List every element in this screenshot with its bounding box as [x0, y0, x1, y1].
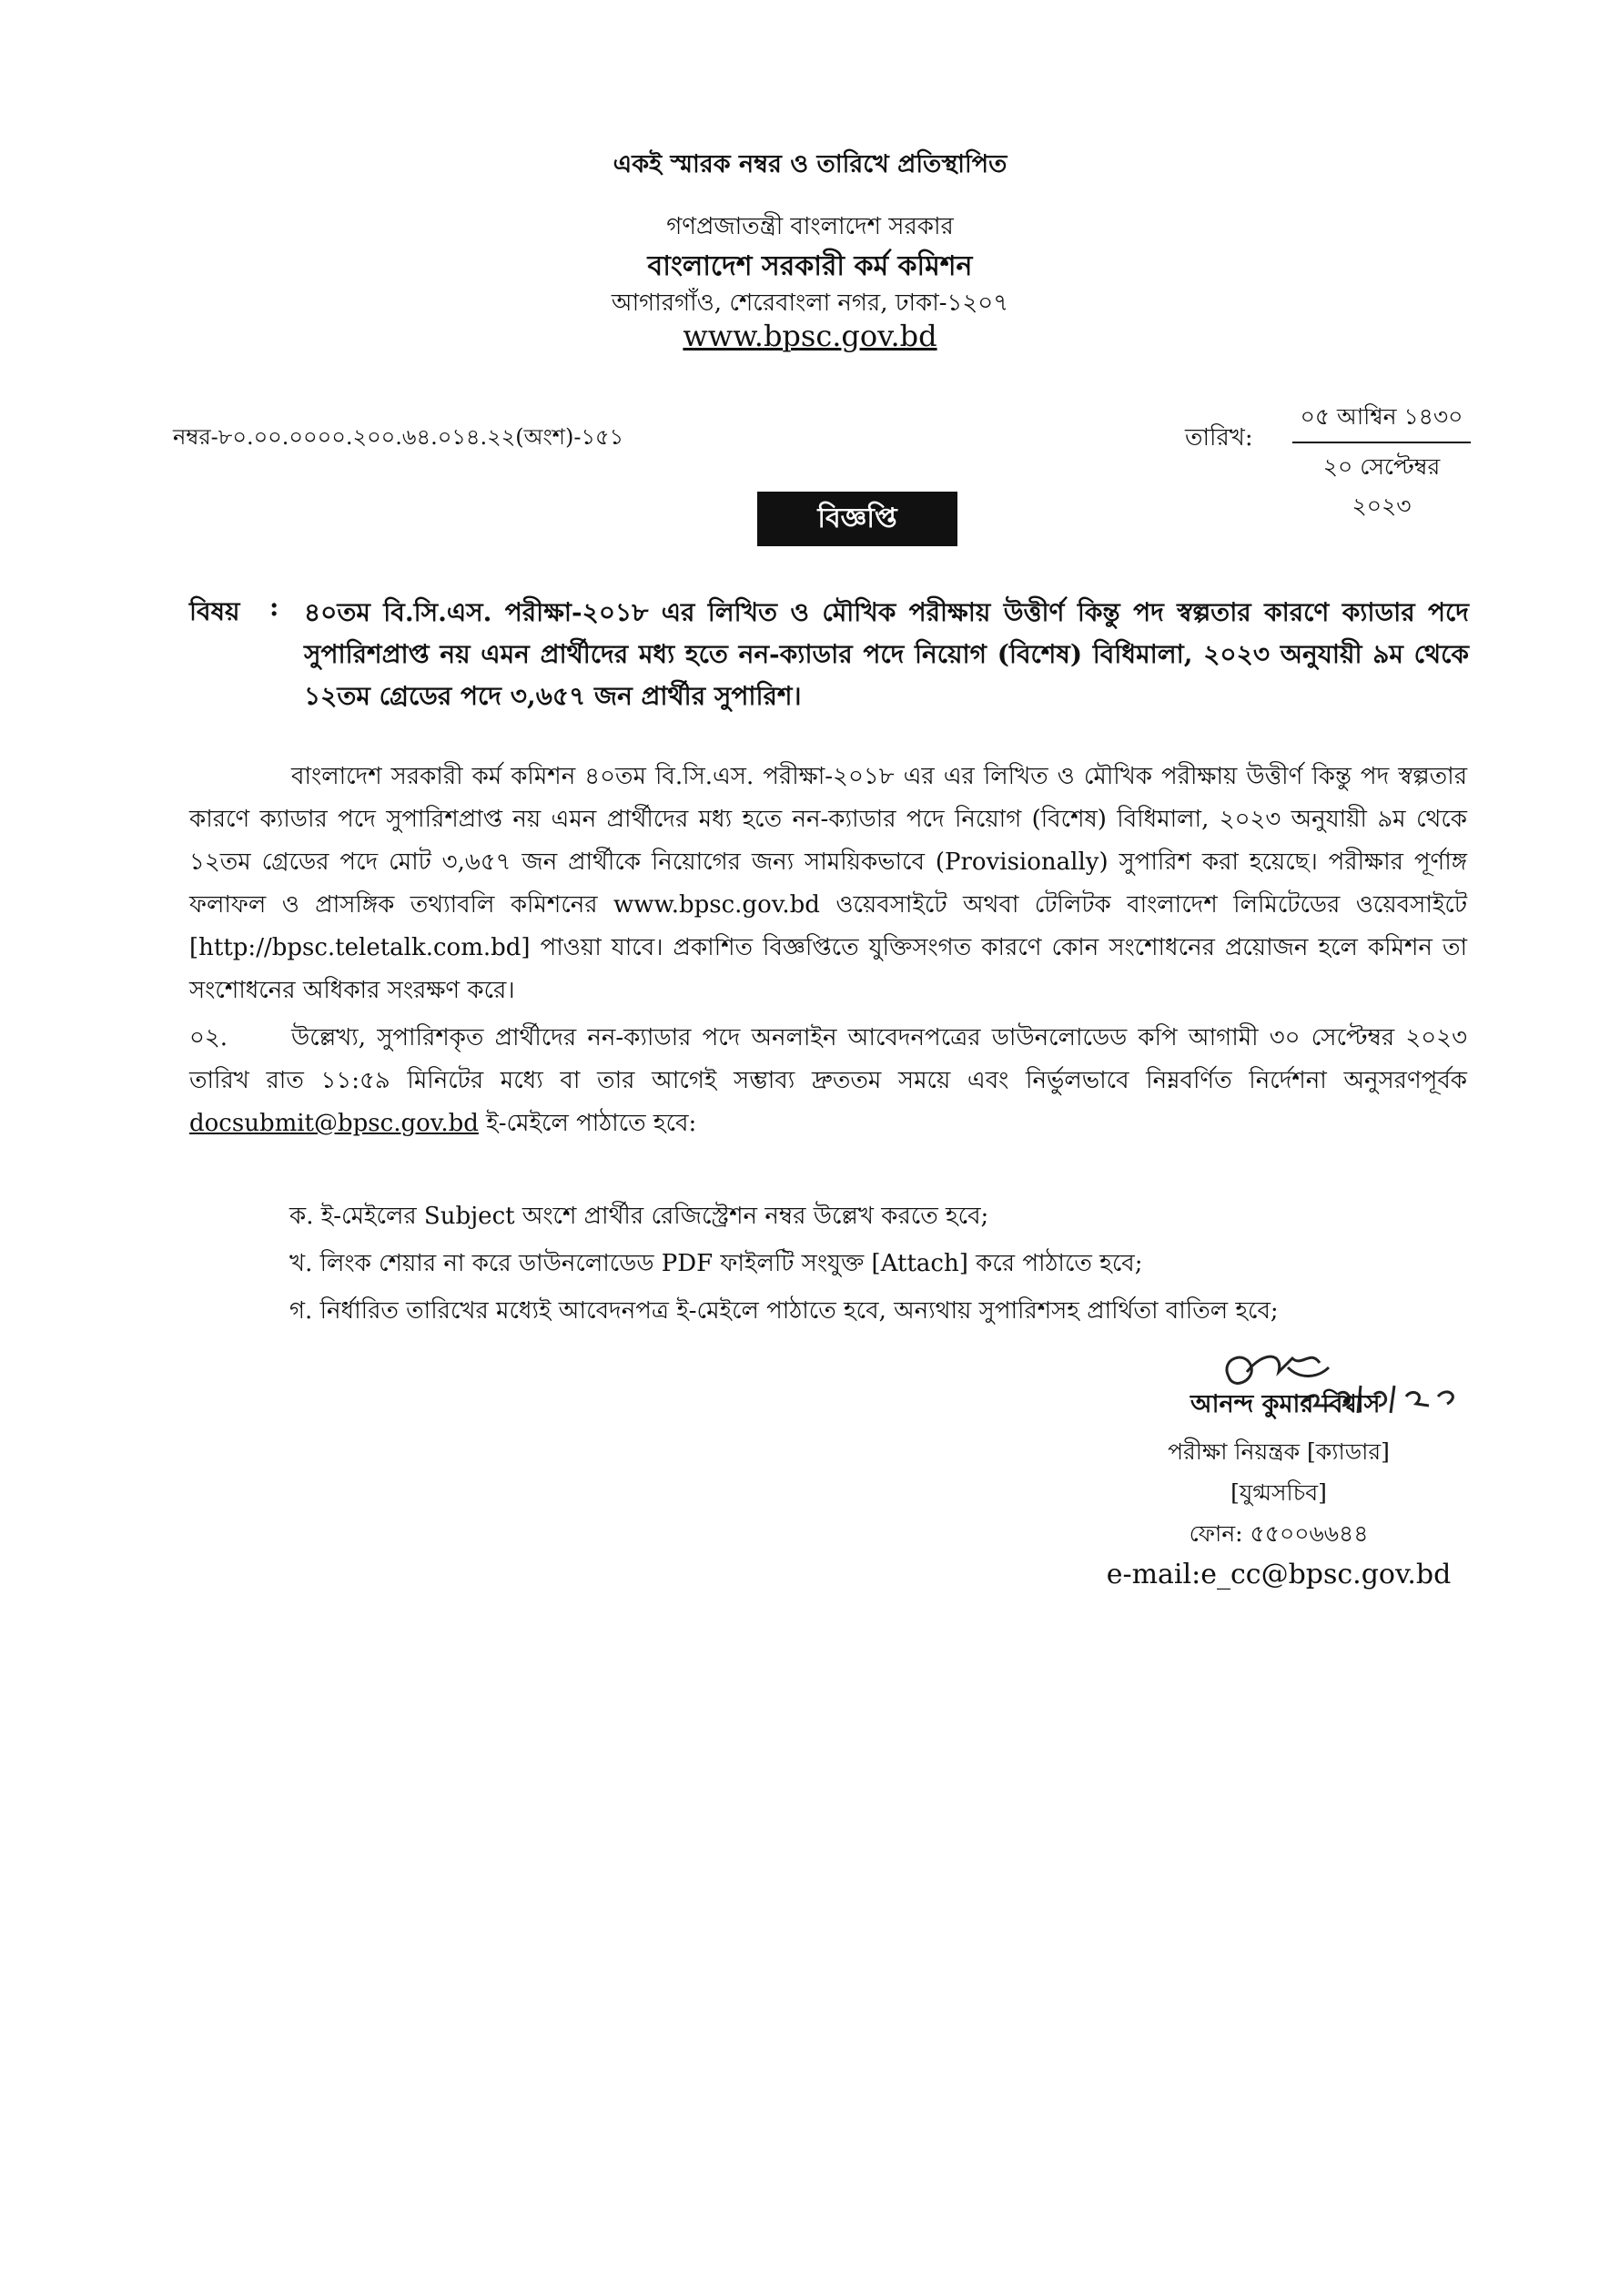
- replaced-note: একই স্মারক নম্বর ও তারিখে প্রতিস্থাপিত: [613, 150, 1007, 178]
- memo-number: নম্বর-৮০.০০.০০০০.২০০.৬৪.০১৪.২২(অংশ)-১৫১: [173, 424, 624, 450]
- date-bangla: ০৫ আশ্বিন ১৪৩০: [1292, 399, 1471, 443]
- commission-website: www.bpsc.gov.bd: [683, 319, 937, 353]
- instruction-item: ক. ই-মেইলের Subject অংশে প্রার্থীর রেজিস্ট্রেশন নম্বর উল্লেখ করতে হবে;: [289, 1203, 989, 1230]
- paragraph-1-part-1: বাংলাদেশ সরকারী কর্ম কমিশন ৪০তম বি.সি.এস. পরীক্ষা-২০১৮ এর এর লিখিত ও মৌখিক পরীক্ষায় উত্তীর্ণ কিন্তু পদ স্বল্পতার কারণে ক্যাডার পদে সুপারিশপ্রাপ্ত নয় এমন প্রার্থীদের মধ্য হতে নন-ক্যাডার পদে নিয়োগ (বিশেষ) বিধিমালা, ২০২৩ অনুযায়ী ৯ম থেকে ১২তম গ্রেডের পদে মোট ৩,৬৫৭ জন প্রার্থীকে নিয়োগের জন্য সাময়িকভাবে (Provisionally) সুপারিশ করা হয়েছে। পরীক্ষার পূর্ণাঙ্গ ফলাফল ও প্রাসঙ্গিক তথ্যাবলি কমিশনের: [189, 763, 1467, 919]
- date-label: তারিখ:: [1185, 424, 1253, 452]
- subject-label: বিষয়: [189, 596, 240, 626]
- instruction-list: [289, 1193, 1473, 1335]
- signatory-title: পরীক্ষা নিয়ন্ত্রক [ক্যাডার]: [1168, 1438, 1390, 1465]
- subject-text: ৪০তম বি.সি.এস. পরীক্ষা-২০১৮ এর লিখিত ও মৌখিক পরীক্ষায় উত্তীর্ণ কিন্তু পদ স্বল্পতার কারণে ক্যাডার পদে সুপারিশপ্রাপ্ত নয় এমন প্রার্থীদের মধ্য হতে নন-ক্যাডার পদে নিয়োগ (বিশেষ) বিধিমালা, ২০২৩ অনুযায়ী ৯ম থেকে ১২তম গ্রেডের পদে ৩,৬৫৭ জন প্রার্থীর সুপারিশ।: [304, 597, 1469, 711]
- signatory-phone: ফোন: ৫৫০০৬৬৪৪: [1189, 1520, 1369, 1547]
- commission-name: বাংলাদেশ সরকারী কর্ম কমিশন: [647, 250, 973, 282]
- signatory-details: [1092, 1431, 1465, 1595]
- paragraph-2-part-2: ই-মেইলে পাঠাতে হবে:: [478, 1110, 697, 1137]
- signatory-rank: [যুগ্মসচিব]: [1230, 1479, 1327, 1506]
- notice-title: বিজ্ঞপ্তি: [757, 492, 957, 546]
- signatory-name: আনন্দ কুমার বিশ্বাস: [1190, 1390, 1381, 1418]
- paragraph-2: [189, 1017, 1467, 1145]
- paragraph-2-number: ০২.: [189, 1024, 228, 1051]
- signatory-email: e-mail:e_cc@bpsc.gov.bd: [1106, 1559, 1452, 1590]
- subject-colon: :: [269, 592, 279, 622]
- paragraph-1-part-2: ওয়েবসাইটে অথবা টেলিটক বাংলাদেশ লিমিটেডের ওয়েবসাইটে [http://bpsc.teletalk.com.bd] পাওয়া যাবে। প্রকাশিত বিজ্ঞপ্তিতে যুক্তিসংগত কারণে কোন সংশোধনের প্রয়োজন হলে কমিশন তা সংশোধনের অধিকার সংরক্ষণ করে।: [189, 891, 1467, 1004]
- paragraph-1: [189, 756, 1467, 1012]
- government-name: গণপ্রজাতন্ত্রী বাংলাদেশ সরকার: [666, 213, 954, 240]
- instruction-item: খ. লিংক শেয়ার না করে ডাউনলোডেড PDF ফাইলটি সংযুক্ত [Attach] করে পাঠাতে হবে;: [289, 1250, 1143, 1277]
- date-block: [1292, 399, 1471, 527]
- paragraph-1-website: www.bpsc.gov.bd: [613, 891, 820, 919]
- commission-address: আগারগাঁও, শেরেবাংলা নগর, ঢাকা-১২০৭: [611, 290, 1009, 317]
- paragraph-2-part-1: উল্লেখ্য, সুপারিশকৃত প্রার্থীদের নন-ক্যাডার পদে অনলাইন আবেদনপত্রের ডাউনলোডেড কপি আগামী ৩০ সেপ্টেম্বর ২০২৩ তারিখ রাত ১১:৫৯ মিনিটের মধ্যে বা তার আগেই সম্ভাব্য দ্রুততম সময়ে এবং নির্ভুলভাবে নিম্নবর্ণিত নির্দেশনা অনুসরণপূর্বক: [189, 1024, 1467, 1094]
- docsubmit-email-link[interactable]: docsubmit@bpsc.gov.bd: [189, 1110, 479, 1137]
- date-english: ২০ সেপ্টেম্বর ২০২৩: [1322, 453, 1441, 519]
- instruction-item: গ. নির্ধারিত তারিখের মধ্যেই আবেদনপত্র ই-মেইলে পাঠাতে হবে, অন্যথায় সুপারিশসহ প্রার্থিতা বাতিল হবে;: [289, 1297, 1279, 1325]
